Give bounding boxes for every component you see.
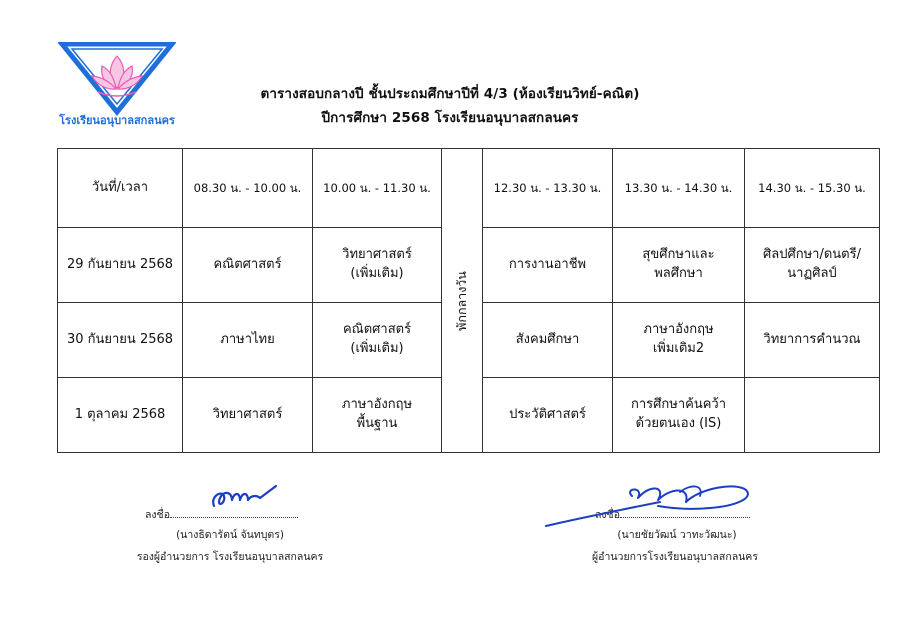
left-signer-position: รองผู้อำนวยการ โรงเรียนอนุบาลสกลนคร <box>136 551 324 563</box>
exam-subject <box>745 228 880 303</box>
subject-line: (เพิ่มเติม) <box>350 341 404 356</box>
exam-subject <box>313 228 442 303</box>
header-period: 14.30 น. - 15.30 น. <box>745 149 880 228</box>
subject-line: สังคมศึกษา <box>515 331 580 347</box>
exam-subject <box>483 303 613 378</box>
header-period: 10.00 น. - 11.30 น. <box>313 149 442 228</box>
subject-line: วิทยาศาสตร์ <box>212 406 283 422</box>
subject-line: การศึกษาค้นคว้า <box>630 397 727 413</box>
subject-line: การงานอาชีพ <box>508 256 587 272</box>
header-period: 08.30 น. - 10.00 น. <box>183 149 313 228</box>
subject-line: ภาษาอังกฤษ <box>341 397 413 413</box>
exam-subject-empty <box>745 378 880 453</box>
subject-line: พื้นฐาน <box>356 416 398 431</box>
lunch-break-column <box>442 149 483 453</box>
header-date-time: วันที่/เวลา <box>58 149 183 228</box>
subject-line: สุขศึกษาและ <box>642 247 715 263</box>
right-signer-position: ผู้อำนวยการโรงเรียนอนุบาลสกลนคร <box>592 551 758 563</box>
lunch-break-label: พักกลางวัน <box>453 270 469 331</box>
subject-line: เพิ่มเติม2 <box>652 341 705 356</box>
left-sign-label: ลงชื่อ <box>145 509 170 521</box>
row-date: 30 กันยายน 2568 <box>58 303 183 378</box>
exam-subject <box>613 303 745 378</box>
subject-line: วิทยาการคำนวณ <box>763 331 861 347</box>
subject-line: พลศึกษา <box>654 266 703 281</box>
exam-subject <box>183 303 313 378</box>
left-signer-name: (นางธิดารัตน์ จันทบุตร) <box>176 529 284 541</box>
exam-subject <box>745 303 880 378</box>
exam-subject <box>483 228 613 303</box>
page-title: ตารางสอบกลางปี ชั้นประถมศึกษาปีที่ 4/3 (ห้องเรียนวิทย์-คณิต) <box>260 86 640 102</box>
right-sign-label: ลงชื่อ <box>595 509 620 521</box>
exam-subject <box>313 378 442 453</box>
school-logo <box>58 42 176 128</box>
row-date: 1 ตุลาคม 2568 <box>58 378 183 453</box>
right-signer-name: (นายชัยวัฒน์ วาทะวัฒนะ) <box>617 529 737 541</box>
subject-line: ภาษาไทย <box>220 331 275 347</box>
subject-line: (เพิ่มเติม) <box>350 266 404 281</box>
exam-subject <box>483 378 613 453</box>
logo-text: โรงเรียนอนุบาลสกลนคร <box>59 114 175 127</box>
exam-subject <box>313 303 442 378</box>
subject-line: นาฏศิลป์ <box>787 266 837 281</box>
row-date: 29 กันยายน 2568 <box>58 228 183 303</box>
exam-schedule-table <box>57 148 880 453</box>
subject-line: ด้วยตนเอง (IS) <box>635 416 722 431</box>
exam-subject <box>183 228 313 303</box>
subject-line: คณิตศาสตร์ <box>213 256 282 272</box>
exam-subject <box>613 378 745 453</box>
header-period: 13.30 น. - 14.30 น. <box>613 149 745 228</box>
page-subtitle: ปีการศึกษา 2568 โรงเรียนอนุบาลสกลนคร <box>321 110 579 126</box>
subject-line: ประวัติศาสตร์ <box>509 406 586 422</box>
header-period: 12.30 น. - 13.30 น. <box>483 149 613 228</box>
left-signature-mark <box>208 482 278 514</box>
table-header-row <box>58 149 880 228</box>
subject-line: ภาษาอังกฤษ <box>643 322 714 338</box>
subject-line: คณิตศาสตร์ <box>342 322 412 338</box>
exam-subject <box>613 228 745 303</box>
subject-line: วิทยาศาสตร์ <box>342 247 412 263</box>
subject-line: ศิลปศึกษา/ดนตรี/ <box>763 247 861 263</box>
exam-subject <box>183 378 313 453</box>
